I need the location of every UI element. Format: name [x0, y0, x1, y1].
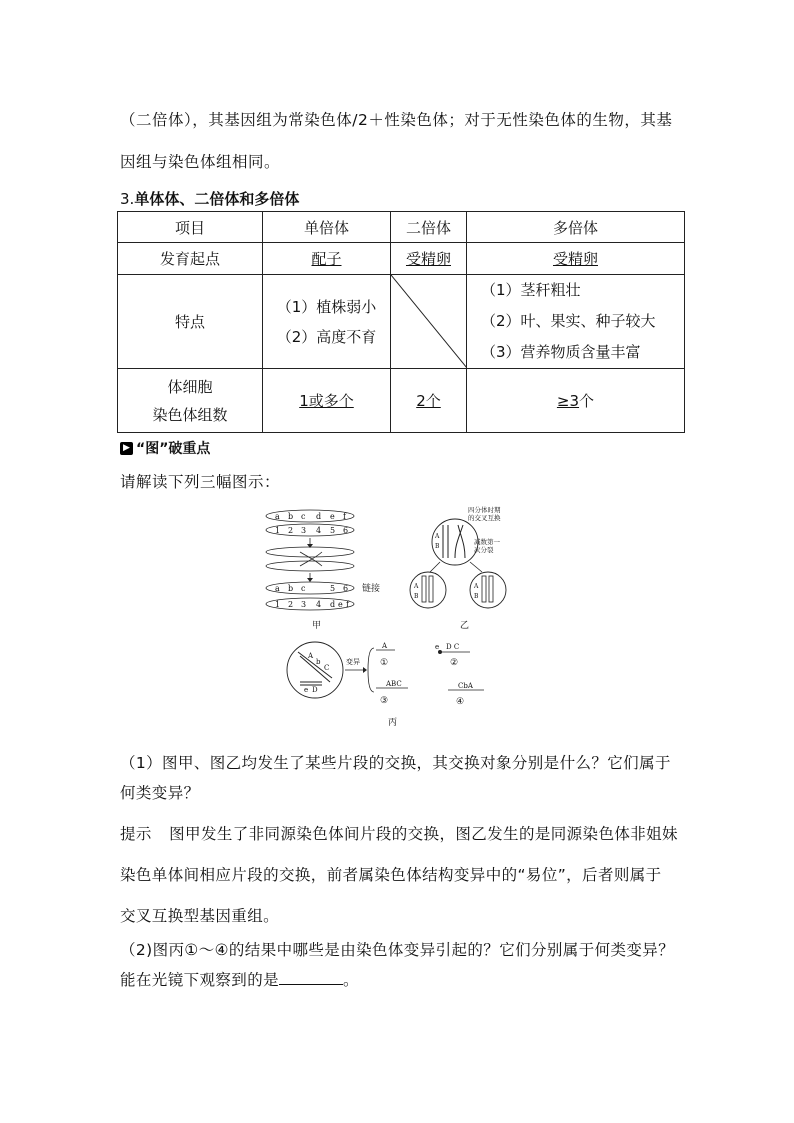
- section-number: 3.: [120, 190, 135, 208]
- diagonal-line: [391, 275, 467, 368]
- bing-result-2-e: e: [435, 643, 440, 651]
- bing-label-3: ③: [380, 696, 389, 706]
- count-polyploid-symbol: ≥: [556, 392, 570, 410]
- yi-note-2: 的交叉互换: [468, 514, 501, 522]
- bing-label-2: ②: [450, 658, 459, 668]
- yi-caption: 乙: [460, 621, 470, 631]
- jia-r5-a: a: [275, 584, 280, 593]
- jia-caption: 甲: [312, 621, 322, 631]
- jia-gene-c: c: [301, 512, 306, 521]
- figure-bing: [287, 642, 484, 728]
- bing-gene-c: C: [324, 664, 330, 672]
- jia-arrowhead-2: [307, 578, 313, 582]
- figure-yi: [410, 505, 506, 631]
- count-label-1: 体细胞: [167, 377, 213, 396]
- traits-label: 特点: [118, 275, 263, 369]
- yi-note-1: 四分体时期: [468, 506, 501, 514]
- jia-gene-5: 5: [330, 526, 336, 535]
- jia-gene-1: 1: [275, 526, 281, 535]
- hint-label: 提示: [120, 825, 152, 843]
- jia-gene-b: b: [288, 512, 294, 521]
- jia-crossing-pairs: [266, 547, 354, 571]
- jia-gene-e: e: [330, 512, 335, 521]
- jia-r6-1: 1: [275, 600, 281, 609]
- question-1-line-1: （1）图甲、图乙均发生了某些片段的交换，其交换对象分别是什么？它们属于: [120, 754, 671, 772]
- figure-jia: [266, 510, 380, 631]
- jia-r6-2: 2: [288, 600, 294, 609]
- jia-gene-2: 2: [288, 526, 294, 535]
- count-label-2: 染色体组数: [152, 405, 228, 424]
- bing-caption: 丙: [388, 718, 398, 728]
- svg-text:A: A: [435, 533, 440, 540]
- jia-row-6: [266, 598, 354, 610]
- jia-gene-a: a: [275, 512, 280, 521]
- yi-arrow-right: [470, 562, 482, 572]
- bing-gene-e: e: [304, 686, 309, 694]
- question-2-text: 能在光镜下观察到的是: [120, 971, 280, 989]
- jia-row-2: [266, 524, 354, 536]
- origin-diploid: 受精卵: [405, 250, 451, 268]
- jia-r6-f: f: [346, 600, 349, 609]
- header-item: 项目: [118, 212, 263, 243]
- bing-arrow-label: 变异: [346, 658, 360, 666]
- jia-gene-3: 3: [301, 526, 307, 535]
- bing-result-2-genes: D C: [446, 643, 460, 651]
- jia-r6-e: e: [338, 600, 343, 609]
- count-diploid: 2个: [416, 392, 441, 410]
- trait-polyploid-3: （3）营养物质含量丰富: [481, 343, 641, 361]
- section-3-heading: [120, 188, 299, 209]
- jia-row-5: [266, 582, 354, 594]
- jia-gene-6: 6: [343, 526, 349, 535]
- play-icon: ▶: [120, 442, 133, 455]
- origin-label: 发育起点: [118, 243, 263, 275]
- svg-text:A: A: [474, 583, 479, 590]
- trait-polyploid-2: （2）叶、果实、种子较大: [481, 312, 656, 330]
- bing-gene-a: A: [308, 652, 314, 660]
- instruction: 请解读下列三幅图示：: [120, 473, 281, 491]
- section-title: 单体体、二倍体和多倍体: [134, 190, 300, 208]
- diploid-trait-cell-crossed: [391, 275, 467, 369]
- bing-label-1: ①: [380, 658, 389, 668]
- table-row-count: [118, 369, 685, 433]
- yi-arrow-left: [430, 562, 440, 572]
- answer-blank[interactable]: [279, 970, 343, 985]
- bing-brace: [368, 648, 374, 692]
- origin-polyploid: 受精卵: [552, 250, 598, 268]
- question-2-end: 。: [343, 971, 359, 989]
- jia-row-1: [266, 510, 354, 522]
- yi-daughter-cell-1: [410, 572, 446, 608]
- figure-section-title: “图”破重点: [136, 441, 211, 457]
- ploidy-table: [117, 211, 685, 433]
- svg-text:B: B: [474, 593, 479, 600]
- bing-label-4: ④: [456, 697, 465, 707]
- yi-note-3: 减数第一: [474, 538, 500, 546]
- jia-link-label: 链接: [362, 584, 381, 594]
- count-polyploid-number: 3: [569, 392, 580, 410]
- question-2-line-1: （2)图丙①～④的结果中哪些是由染色体变异引起的？它们分别属于何类变异？: [120, 941, 675, 959]
- answer-1-line-1: [120, 822, 678, 844]
- jia-r6-d: d: [330, 600, 336, 609]
- table-row-traits: [118, 275, 685, 369]
- jia-r5-b: b: [288, 584, 294, 593]
- bing-result-1-genes: A: [382, 642, 388, 650]
- header-haploid: 单倍体: [263, 212, 391, 243]
- chromosome-figures: [260, 500, 530, 740]
- table-row-origin: [118, 243, 685, 275]
- svg-text:B: B: [435, 543, 440, 550]
- table-header-row: [118, 212, 685, 243]
- jia-r5-6: 6: [343, 584, 349, 593]
- origin-haploid: 配子: [311, 250, 342, 268]
- answer-1-line-3: 交叉互换型基因重组。: [120, 907, 280, 925]
- count-polyploid-unit: 个: [579, 392, 595, 410]
- svg-text:A: A: [414, 583, 419, 590]
- jia-r5-5: 5: [330, 584, 336, 593]
- figure-section-tag: [120, 438, 210, 458]
- answer-1-text-1: 图甲发生了非同源染色体间片段的交换，图乙发生的是同源染色体非姐妹: [169, 825, 678, 843]
- intro-line-2: 因组与染色体组相同。: [120, 153, 281, 171]
- jia-r5-c: c: [301, 584, 306, 593]
- bing-result-4-genes: CbA: [458, 682, 473, 690]
- intro-line-1: （二倍体），其基因组为常染色体/2＋性染色体；对于无性染色体的生物，其基: [120, 111, 673, 129]
- answer-1-line-2: 染色单体间相应片段的交换，前者属染色体结构变异中的“易位”，后者则属于: [120, 866, 662, 884]
- header-polyploid: 多倍体: [467, 212, 685, 243]
- yi-tetrad-cell: [432, 519, 478, 565]
- bing-gene-d: D: [312, 686, 318, 694]
- trait-polyploid-1: （1）茎秆粗壮: [481, 281, 581, 299]
- question-2-line-2: [120, 968, 359, 990]
- header-diploid: 二倍体: [391, 212, 467, 243]
- jia-gene-4: 4: [316, 526, 322, 535]
- trait-haploid-2: （2）高度不育: [276, 327, 377, 346]
- jia-r6-3: 3: [301, 600, 307, 609]
- question-1-line-2: 何类变异？: [120, 784, 200, 802]
- jia-r6-4: 4: [316, 600, 322, 609]
- count-haploid: 1或多个: [299, 392, 354, 410]
- yi-daughter-cell-2: [470, 572, 506, 608]
- bing-result-3-genes: ABC: [386, 680, 402, 688]
- jia-gene-f: f: [343, 512, 346, 521]
- jia-gene-d: d: [316, 512, 322, 521]
- yi-note-4: 次分裂: [474, 546, 494, 554]
- trait-haploid-1: （1）植株弱小: [276, 297, 377, 316]
- bing-gene-b: b: [316, 658, 321, 666]
- svg-text:B: B: [414, 593, 419, 600]
